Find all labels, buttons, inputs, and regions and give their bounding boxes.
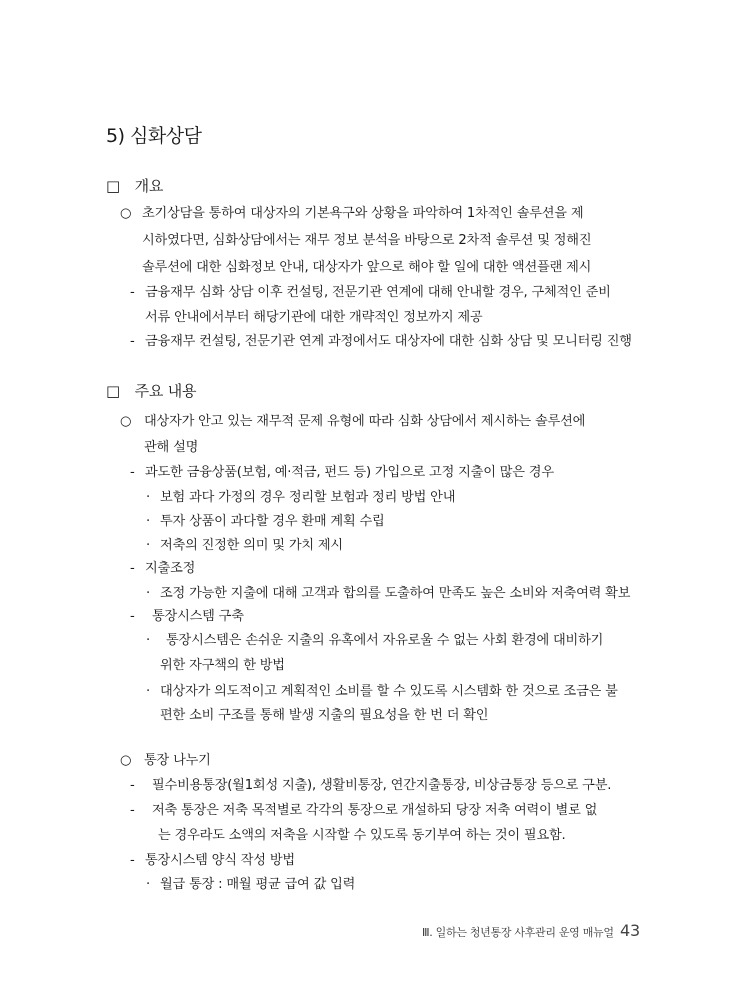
main-dash-finance-text: 과도한 금융상품(보험, 예·적금, 펀드 등) 가입으로 고정 지출이 많은 경우 <box>145 465 554 480</box>
section-marker: □ <box>106 382 120 400</box>
dash-marker: - <box>130 285 135 300</box>
dot-marker: · <box>146 633 150 648</box>
account-item2-line-1: 대상자가 의도적이고 계획적인 소비를 할 수 있도록 시스템화 한 것으로 조금은 불 <box>160 684 618 699</box>
method-item: 월급 통장 : 매월 평균 급여 값 입력 <box>160 877 356 892</box>
dash-marker: - <box>130 853 135 868</box>
dash-marker: - <box>130 465 135 480</box>
overview-dash1-line-1: 금융재무 심화 상담 이후 컨설팅, 전문기관 연계에 대해 안내할 경우, 구체적인 준비 <box>145 285 611 300</box>
section-label: 개요 <box>134 177 164 195</box>
main-bullet1-line-2: 관해 설명 <box>144 440 199 455</box>
bullet-marker: ○ <box>120 414 132 429</box>
main-dash-spending-text: 지출조정 <box>145 561 196 576</box>
dot-marker: · <box>146 514 150 529</box>
finance-item-3: 저축의 진정한 의미 및 가치 제시 <box>160 538 343 553</box>
dot-marker: · <box>146 586 150 601</box>
dot-marker: · <box>146 490 150 505</box>
dot-marker: · <box>146 538 150 553</box>
dot-marker: · <box>146 684 150 699</box>
dash-marker: - <box>130 609 135 624</box>
main-dash-divide1-text: 필수비용통장(월1회성 지출), 생활비통장, 연간지출통장, 비상금통장 등으로 구분. <box>152 778 612 793</box>
dash-marker: - <box>130 778 135 793</box>
section-label: 주요 내용 <box>134 382 197 400</box>
section-header-overview <box>106 176 163 196</box>
dash-marker: - <box>130 803 135 818</box>
overview-bullet-line-1: 초기상담을 통하여 대상자의 기본욕구와 상황을 파악하여 1차적인 솔루션을 제 <box>142 206 584 221</box>
account-item1-line-2: 위한 자구책의 한 방법 <box>160 658 285 673</box>
overview-dash1-line-2: 서류 안내에서부터 해당기관에 대한 개략적인 정보까지 제공 <box>145 310 483 325</box>
main-dash-method-text: 통장시스템 양식 작성 방법 <box>145 853 295 868</box>
main-dash-divide2-line-1: 저축 통장은 저축 목적별로 각각의 통장으로 개설하되 당장 저축 여력이 별로 없 <box>152 803 598 818</box>
main-dash-account-text: 통장시스템 구축 <box>152 609 244 624</box>
account-item1-line-1: 통장시스템은 손쉬운 지출의 유혹에서 자유로울 수 없는 사회 환경에 대비하기 <box>166 633 604 648</box>
main-dash-divide2-line-2: 는 경우라도 소액의 저축을 시작할 수 있도록 동기부여 하는 것이 필요함. <box>158 828 566 843</box>
spending-item: 조정 가능한 지출에 대해 고객과 합의를 도출하여 만족도 높은 소비와 저축여력 확보 <box>160 586 631 601</box>
account-item2-line-2: 편한 소비 구조를 통해 발생 지출의 필요성을 한 번 더 확인 <box>160 708 489 723</box>
page-title: 5) 심화상담 <box>106 125 202 147</box>
footer-chapter-title: Ⅲ. 일하는 청년통장 사후관리 운영 매뉴얼 <box>422 926 614 939</box>
finance-item-1: 보험 과다 가정의 경우 정리할 보험과 정리 방법 안내 <box>160 490 456 505</box>
dash-marker: - <box>130 561 135 576</box>
bullet-marker: ○ <box>120 753 132 768</box>
finance-item-2: 투자 상품이 과다할 경우 환매 계획 수립 <box>160 514 385 529</box>
overview-dash2-text: 금융재무 컨설팅, 전문기관 연계 과정에서도 대상자에 대한 심화 상담 및 모니터링 진행 <box>145 334 632 349</box>
main-bullet2-text: 통장 나누기 <box>144 753 211 768</box>
dash-marker: - <box>130 334 135 349</box>
section-header-main <box>106 381 196 401</box>
overview-bullet-line-2: 시하였다면, 심화상담에서는 재무 정보 분석을 바탕으로 2차적 솔루션 및 정해진 <box>142 233 592 248</box>
bullet-marker: ○ <box>120 206 132 221</box>
overview-bullet-line-3: 솔루션에 대한 심화정보 안내, 대상자가 앞으로 해야 할 일에 대한 액션플랜 제시 <box>142 260 592 275</box>
page-number: 43 <box>620 921 640 940</box>
dot-marker: · <box>146 877 150 892</box>
main-bullet1-line-1: 대상자가 안고 있는 재무적 문제 유형에 따라 심화 상담에서 제시하는 솔루션에 <box>144 414 586 429</box>
section-marker: □ <box>106 177 120 195</box>
